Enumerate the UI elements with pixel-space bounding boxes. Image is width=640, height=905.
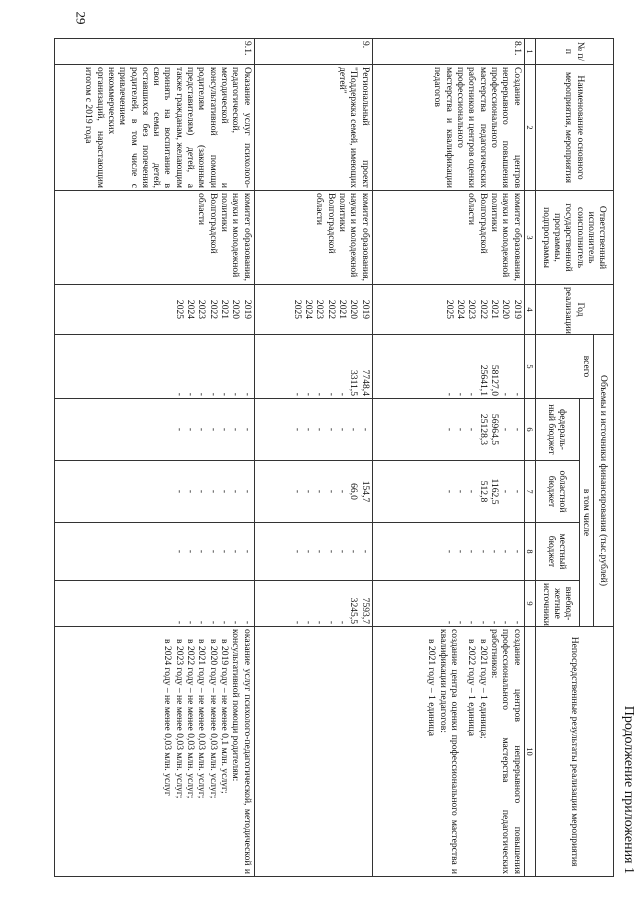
- value-line: -: [303, 620, 315, 625]
- col-index: 9: [524, 581, 535, 627]
- value-line: -: [455, 427, 467, 432]
- federal-list: [254, 399, 372, 461]
- value-line: -: [219, 620, 231, 625]
- value-line: -: [477, 620, 489, 625]
- value-line: -: [511, 549, 523, 554]
- value-line: -: [314, 489, 326, 494]
- header-name: Наименование основного мероприятия, мероприятия: [535, 65, 613, 191]
- value-line: 2024: [185, 299, 197, 320]
- value-line: -: [173, 489, 185, 494]
- value-line: -: [314, 549, 326, 554]
- header-local: местный бюджет: [535, 523, 579, 581]
- row-number: 9.: [254, 39, 372, 65]
- table-row: [54, 39, 254, 877]
- value-line: -: [314, 392, 326, 396]
- responsible-executor: комитет образования, науки и молодежной политики Волгоградской области: [372, 191, 524, 285]
- value-line: -: [325, 489, 337, 494]
- value-line: -: [466, 620, 478, 625]
- value-line: -: [291, 427, 303, 432]
- result-line: в 2021 году – 1 единица;: [477, 639, 489, 739]
- value-line: -: [219, 549, 231, 554]
- total-list: [254, 335, 372, 399]
- col-index: 6: [524, 399, 535, 461]
- value-line: -: [443, 549, 455, 554]
- value-line: -: [511, 427, 523, 432]
- value-line: -: [500, 427, 512, 432]
- col-index: 10: [524, 627, 535, 877]
- program-table: [54, 38, 614, 877]
- extra-list: [372, 581, 524, 627]
- value-line: -: [489, 620, 501, 625]
- value-line: 2019: [359, 299, 371, 320]
- extra-list: [254, 581, 372, 627]
- value-line: 3311,5: [348, 369, 360, 396]
- value-line: 154,7: [359, 480, 371, 503]
- results-cell: [372, 627, 524, 877]
- value-line: -: [207, 392, 219, 396]
- value-line: -: [443, 392, 455, 396]
- value-line: -: [185, 427, 197, 432]
- value-line: 2020: [230, 299, 242, 320]
- value-line: -: [477, 549, 489, 554]
- value-line: -: [325, 620, 337, 625]
- regional-list: [254, 461, 372, 523]
- header-incl: в том числе: [579, 399, 593, 627]
- local-list: [372, 523, 524, 581]
- value-line: -: [314, 620, 326, 625]
- regional-list: [372, 461, 524, 523]
- value-line: -: [196, 620, 208, 625]
- value-line: -: [196, 392, 208, 396]
- value-line: 2021: [219, 299, 231, 320]
- value-line: -: [303, 549, 315, 554]
- activity-name: Создание центров непрерывного повышения профессионального мастерства педагогических работников и центров оценки профессионального мастерства и квалификации педагогов: [372, 65, 524, 191]
- year-list: [254, 285, 372, 335]
- col-index: 1: [524, 39, 535, 65]
- value-line: -: [291, 549, 303, 554]
- value-line: -: [466, 392, 478, 396]
- value-line: -: [466, 427, 478, 432]
- value-line: -: [337, 392, 349, 396]
- value-line: -: [455, 549, 467, 554]
- header-year: Год реализации: [535, 285, 613, 335]
- value-line: -: [207, 620, 219, 625]
- col-index: 3: [524, 191, 535, 285]
- value-line: -: [359, 427, 371, 432]
- value-line: 2022: [207, 299, 219, 320]
- value-line: 2022: [325, 299, 337, 320]
- value-line: -: [466, 549, 478, 554]
- value-line: -: [303, 392, 315, 396]
- value-line: 25128,3: [477, 413, 489, 446]
- header-regional: областной бюджет: [535, 461, 579, 523]
- value-line: -: [291, 392, 303, 396]
- value-line: -: [337, 489, 349, 494]
- value-line: 2019: [241, 299, 253, 320]
- result-line: в 2021 году – 1 единица: [426, 639, 438, 737]
- responsible-executor: комитет образования, науки и молодежной политики Волгоградской области: [254, 191, 372, 285]
- value-line: 3245,5: [348, 597, 360, 625]
- table-row: [254, 39, 372, 877]
- value-line: 2023: [466, 299, 478, 320]
- header-extra: внебюд- жетные источники: [535, 581, 579, 627]
- value-line: -: [196, 549, 208, 554]
- result-line: оказание услуг психолого-педагогической, методической и консультативной помощи родителям:: [230, 629, 253, 875]
- value-line: 25641,1: [477, 364, 489, 396]
- value-line: -: [207, 549, 219, 554]
- federal-list: [54, 399, 254, 461]
- header-funding: Объемы и источники финансирования (тыс.рублей): [594, 335, 614, 627]
- value-line: -: [511, 620, 523, 625]
- value-line: 2019: [511, 299, 523, 320]
- year-list: [372, 285, 524, 335]
- value-line: -: [466, 489, 478, 494]
- col-index: 7: [524, 461, 535, 523]
- year-list: [54, 285, 254, 335]
- value-line: -: [241, 427, 253, 432]
- total-list: [54, 335, 254, 399]
- header-responsible: Ответственный исполнитель соисполнитель государственной программы, подпрограммы: [535, 191, 613, 285]
- value-line: -: [241, 392, 253, 396]
- table-row: [372, 39, 524, 877]
- value-line: -: [185, 549, 197, 554]
- value-line: -: [359, 549, 371, 554]
- value-line: -: [230, 427, 242, 432]
- result-line: в 2022 году – не менее 0,03 млн. услуг;: [185, 639, 197, 799]
- value-line: -: [500, 549, 512, 554]
- value-line: -: [303, 489, 315, 494]
- value-line: -: [196, 427, 208, 432]
- value-line: -: [489, 549, 501, 554]
- value-line: 56964,5: [489, 413, 501, 446]
- value-line: 66,0: [348, 483, 360, 500]
- extra-list: [54, 581, 254, 627]
- value-line: -: [185, 392, 197, 396]
- value-line: -: [173, 427, 185, 432]
- value-line: -: [511, 489, 523, 494]
- value-line: -: [455, 620, 467, 625]
- row-number: 8.1.: [372, 39, 524, 65]
- value-line: 7593,7: [359, 597, 371, 625]
- local-list: [254, 523, 372, 581]
- value-line: 512,8: [477, 480, 489, 503]
- value-line: 58127,0: [489, 364, 501, 396]
- header-results: Непосредственные результаты реализации мероприятия: [535, 627, 613, 877]
- value-line: -: [337, 427, 349, 432]
- value-line: -: [241, 489, 253, 494]
- value-line: -: [241, 549, 253, 554]
- results-cell: [54, 627, 254, 877]
- result-line: в 2019 году – не менее 0,1 млн. услуг;: [219, 639, 231, 794]
- responsible-executor: комитет образования, науки и молодежной политики Волгоградской области: [54, 191, 254, 285]
- value-line: -: [219, 427, 231, 432]
- activity-name: Региональный проект "Поддержка семей, имеющих детей": [254, 65, 372, 191]
- value-line: -: [443, 427, 455, 432]
- value-line: 2021: [489, 299, 501, 320]
- value-line: 2025: [173, 299, 185, 320]
- value-line: -: [173, 620, 185, 625]
- value-line: -: [348, 427, 360, 432]
- value-line: -: [511, 392, 523, 396]
- value-line: -: [196, 489, 208, 494]
- value-line: -: [230, 549, 242, 554]
- value-line: -: [207, 489, 219, 494]
- col-index: 8: [524, 523, 535, 581]
- value-line: 2025: [443, 299, 455, 320]
- result-line: в 2022 году – 1 единица: [466, 639, 478, 737]
- value-line: -: [219, 489, 231, 494]
- result-line: в 2023 году – не менее 0,03 млн. услуг;: [173, 639, 185, 799]
- column-index-row: [524, 39, 535, 877]
- value-line: -: [325, 392, 337, 396]
- value-line: -: [291, 489, 303, 494]
- value-line: -: [500, 489, 512, 494]
- value-line: 2024: [303, 299, 315, 320]
- value-line: 2023: [196, 299, 208, 320]
- value-line: -: [291, 620, 303, 625]
- value-line: 2021: [337, 299, 349, 320]
- value-line: -: [455, 489, 467, 494]
- result-line: создание центров непрерывного повышения профессионального мастерства педагогических работников:: [489, 629, 523, 875]
- value-line: -: [455, 392, 467, 396]
- value-line: 1162,5: [489, 478, 501, 505]
- value-line: -: [241, 620, 253, 625]
- value-line: -: [314, 427, 326, 432]
- header-num: № п/п: [535, 39, 613, 65]
- value-line: -: [348, 549, 360, 554]
- federal-list: [372, 399, 524, 461]
- value-line: -: [325, 549, 337, 554]
- value-line: -: [443, 620, 455, 625]
- col-index: 5: [524, 335, 535, 399]
- local-list: [54, 523, 254, 581]
- results-cell: [254, 627, 372, 877]
- total-list: [372, 335, 524, 399]
- col-index: 4: [524, 285, 535, 335]
- value-line: 2020: [348, 299, 360, 320]
- value-line: 2022: [477, 299, 489, 320]
- value-line: -: [230, 489, 242, 494]
- regional-list: [54, 461, 254, 523]
- value-line: 2023: [314, 299, 326, 320]
- value-line: 2024: [455, 299, 467, 320]
- value-line: -: [443, 489, 455, 494]
- result-line: в 2021 году – не менее 0,03 млн. услуг;: [196, 639, 208, 799]
- value-line: 2020: [500, 299, 512, 320]
- header-federal: федераль- ный бюджет: [535, 399, 579, 461]
- value-line: 2025: [291, 299, 303, 320]
- continuation-caption: Продолжение приложения 1: [621, 705, 636, 874]
- value-line: -: [219, 392, 231, 396]
- value-line: 7748,4: [359, 369, 371, 396]
- value-line: -: [303, 427, 315, 432]
- value-line: -: [230, 620, 242, 625]
- header-total: всего: [535, 335, 593, 399]
- value-line: -: [207, 427, 219, 432]
- page-number: 29: [73, 11, 88, 25]
- value-line: -: [185, 620, 197, 625]
- value-line: -: [337, 549, 349, 554]
- activity-name: Оказание услуг психолого-педагогической, методической и консультативной помощи родителям (законным представителям) детей, а также гражданам, желающим принять на воспитание в свои семьи детей, оставшихся без попечения родителей, в том числе с привлечением некоммерческих организаций, нарастающим итогом с 2019 года: [54, 65, 254, 191]
- value-line: -: [500, 392, 512, 396]
- row-number: 9.1.: [54, 39, 254, 65]
- value-line: -: [185, 489, 197, 494]
- col-index: 2: [524, 65, 535, 191]
- value-line: -: [173, 392, 185, 396]
- value-line: -: [173, 549, 185, 554]
- value-line: -: [337, 620, 349, 625]
- value-line: -: [230, 392, 242, 396]
- value-line: -: [325, 427, 337, 432]
- result-line: в 2024 году – не менее 0,03 млн. услуг: [162, 639, 174, 796]
- result-line: создание центра оценки профессионального мастерства и квалификации педагогов:: [437, 629, 461, 875]
- value-line: -: [500, 620, 512, 625]
- result-line: в 2020 году – не менее 0,03 млн. услуг;: [207, 639, 219, 799]
